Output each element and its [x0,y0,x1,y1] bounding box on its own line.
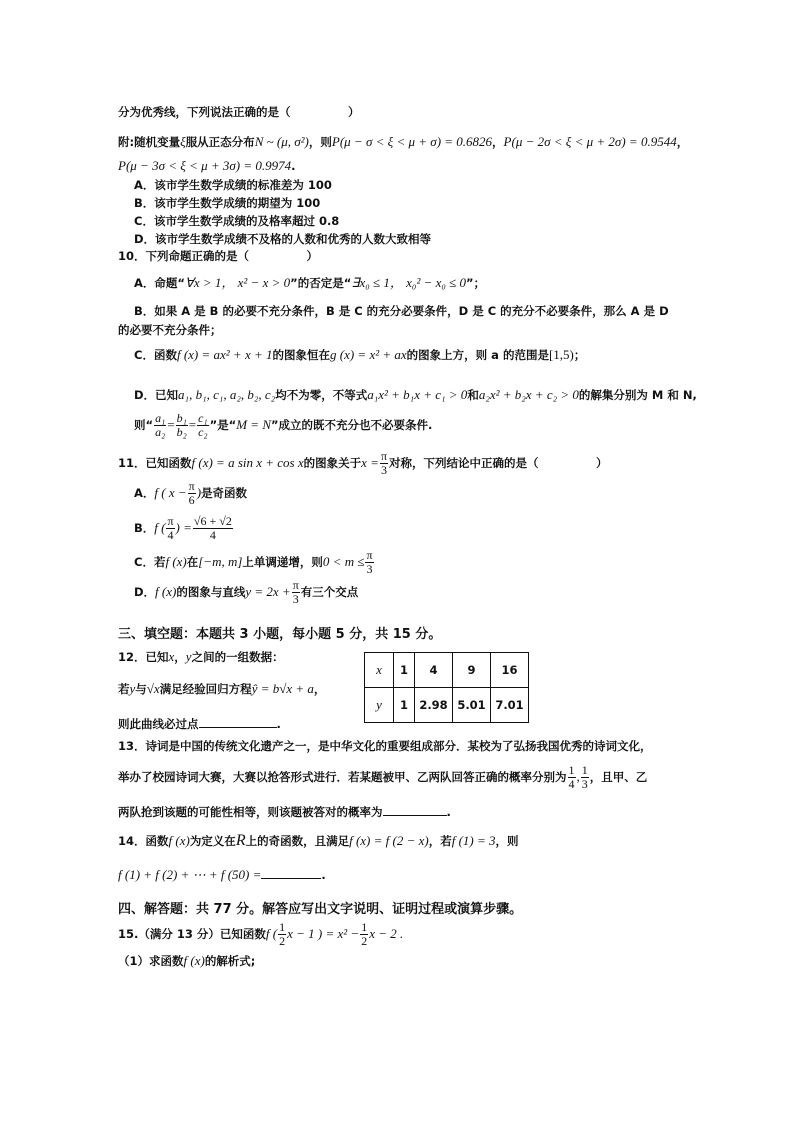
sqrt-x: √x [146,681,160,696]
q11-d-end: 有三个交点 [300,585,359,599]
table-cell: 9 [453,653,491,688]
q12-l2-mid: 与 [135,682,147,696]
q11-sym-axis: x = [361,455,379,470]
q11-pre: 11．已知函数 [118,456,192,470]
q14-mid: 为定义在 [189,834,236,848]
q13-l2-pre: 举办了校园诗词大赛，大赛以抢答形式进行．若某题被甲、乙两队回答正确的概率分别为 [118,770,567,784]
q10-d-math2: a₁x² + b₁x + c₁ > 0 [367,387,468,402]
frac-den: 3 [380,463,387,477]
q11-c-label: C．若 [134,555,166,569]
q10-c-math1: f (x) = ax² + x + 1 [176,347,273,362]
q14-sum: f (1) + f (2) + ⋯ + f (50) = [118,867,262,882]
q9-prob-2: P(μ − 2σ < ξ < μ + 2σ) = 0.9544 [503,134,677,149]
table-cell: 2.98 [415,688,453,723]
q9-option-c: C．该市学生数学成绩的及格率超过 0.8 [134,214,340,228]
q10-d-end: 的解集分别为 M 和 N, [578,388,697,402]
frac-den: 2 [279,934,286,948]
frac-sqrt6-sqrt2 [193,515,233,542]
regression-equation: ŷ = b√x + a [251,681,314,696]
frac-b1-b2 [176,412,188,439]
frac-den: 4 [167,528,174,542]
q14-mid3: ，若 [428,834,452,848]
frac-num: b₁ [176,411,187,425]
frac-num: c₁ [198,411,208,425]
q10-d-mid: 均不为零，不等式 [275,388,368,402]
xi-symbol: ξ [180,134,186,149]
q13-l2-end: ，且甲、乙 [589,770,648,784]
q10-c-label: C．函数 [134,348,177,362]
frac-num: 1 [568,763,575,777]
q14-line1 [118,833,519,849]
q9-option-b: B．该市学生数学成绩的期望为 100 [134,196,321,210]
q9-sep: ，则 [308,135,332,149]
q10-option-d [134,387,697,403]
q12-end: 之间的一组数据： [191,650,284,664]
frac-num: π [292,578,299,592]
q10-d-and: 和 [467,388,479,402]
q14-pre: 14．函数 [118,834,169,848]
q11-c-ineq: 0 < m ≤ [322,554,365,569]
frac-c1-c2 [197,412,209,439]
q15-pre: 15.（满分 13 分）已知函数 [118,927,266,941]
q11-d-mid: 的图象与直线 [176,585,246,599]
frac-1-3 [581,764,589,791]
frac-num: a₁ [155,411,166,425]
q10-c-end: ； [573,348,586,362]
q12-l2-pre: 若 [118,682,130,696]
frac-a1-a2 [154,412,166,439]
frac-den: 3 [366,562,373,576]
q10-d-math1: a₁, b₁, c₁, a₂, b₂, c₂ [178,387,276,402]
q14-symmetry: f (x) = f (2 − x) [349,833,429,848]
q11-stem [118,448,608,478]
q13-comma: , [576,769,580,784]
table-cell: 1 [394,653,415,688]
table-header-y: y [365,688,394,723]
q12-data-table [364,652,529,723]
q9-option-a: A．该市学生数学成绩的标准差为 100 [134,178,332,192]
q10-stem: 10．下列命题正确的是（ ） [118,249,319,263]
q10-c-mid2: 的图象上方，则 a 的范围是 [406,348,549,362]
q9-option-d: D．该市学生数学成绩不及格的人数和优秀的人数大致相等 [134,232,432,246]
q11-c-mid2: 上单调递增，则 [242,555,323,569]
q9-period: . [291,159,296,173]
q10-a-math1: ∀x > 1， x² − x > 0 [184,275,291,290]
q9-sep: ， [676,135,689,149]
table-cell: 4 [415,653,453,688]
q10-option-c [134,347,585,363]
q11-a-close: ) [196,485,202,500]
q12-comma: ， [174,650,186,664]
frac-1-4 [568,764,576,791]
q14-l2-dot: . [321,868,326,882]
var-x: x [168,649,175,664]
answer-blank [199,713,277,728]
q15-1-pre: （1）求函数 [118,954,184,968]
q13-line1: 13．诗词是中国的传统文化遗产之一，是中华文化的重要组成部分．某校为了弘扬我国优秀的诗词文化， [118,739,652,753]
q11-b-math: f ( [154,520,166,535]
frac-1-2 [278,921,286,948]
q11-a-math: f ( x − [154,485,187,500]
q14-mid2: 上的奇函数，且满足 [245,834,350,848]
q9-appendix-prefix: 附:随机变量 [118,135,181,149]
q14-fx: f (x) [168,833,190,848]
q12-l2-mid2: 满足经验回归方程 [159,682,252,696]
frac-num: 1 [279,920,286,934]
q12-line3 [118,713,281,732]
q14-end: ，则 [495,834,519,848]
frac-pi-6 [188,480,196,507]
q13-l3-dot: . [446,805,451,819]
q11-a-end: 是奇函数 [201,486,248,500]
frac-num: 1 [361,920,368,934]
frac-den: 4 [209,528,216,542]
q9-prob-1: P(μ − σ < ξ < μ + σ) = 0.6826 [331,134,493,149]
q13-line3 [118,801,451,820]
q9-normal-dist: N ~ (μ, σ²) [254,134,309,149]
q9-appendix-line1 [118,134,688,150]
q10-c-mid: 的图象恒在 [272,348,330,362]
q15-part1 [118,953,255,969]
q15-1-end: 的解析式; [204,954,256,968]
q9-prob-3: P(μ − 3σ < ξ < μ + 3σ) = 0.9974 [118,158,292,173]
table-cell: 5.01 [453,688,491,723]
table-cell: 1 [394,688,415,723]
table-row [365,688,529,723]
answer-blank [383,801,447,816]
q10-option-a [134,275,485,291]
q15-1-fx: f (x) [183,953,205,968]
q11-option-a [134,478,247,508]
q15-stem [118,919,403,949]
q11-b-eq: ) = [175,520,192,535]
q11-d-label: D． [134,585,156,599]
q9-appendix-line2 [118,158,296,174]
q10-option-b-line1: B．如果 A 是 B 的必要不充分条件，B 是 C 的充分必要条件，D 是 C 的充分不必要条件，那么 A 是 D [134,304,669,318]
q14-line2 [118,864,326,883]
q12-pre: 12．已知 [118,650,169,664]
eq-sign: = [167,417,175,432]
real-set-R: R [235,832,246,849]
var-y: y [129,681,136,696]
q12-l2-end: ， [313,682,326,696]
q11-c-mid: 在 [186,555,199,569]
q10-option-d-line2 [134,410,432,440]
q11-c-math: f (x) [165,554,187,569]
frac-num: π [380,449,387,463]
q11-mid: 的图象关于 [303,456,362,470]
q9-sep: ， [492,135,504,149]
frac-den: 2 [361,934,368,948]
q13-l3-text: 两队抢到该题的可能性相等，则该题被答对的概率为 [118,805,383,819]
q10-a-end: ”； [466,276,486,290]
q10-d-label: D．已知 [134,388,179,402]
frac-pi-3 [292,579,300,606]
section-4-title: 四、解答题：共 77 分。解答应写出文字说明、证明过程或演算步骤。 [118,902,523,917]
table-header-x: x [365,653,394,688]
q10-a-math2: ∃x₀ ≤ 1， x₀² − x₀ ≤ 0 [351,275,467,290]
q9-appendix-text: 服从正态分布 [185,135,255,149]
q15-mid: x − 1 ) = x² − [287,926,360,941]
frac-num: π [366,548,373,562]
eq-sign: = [188,417,197,432]
q11-b-label: B． [134,521,155,535]
q15-end: x − 2 . [369,926,404,941]
q10-d-math3: a₂x² + b₂x + c₂ > 0 [478,387,579,402]
frac-den: 3 [292,592,299,606]
q11-option-b [134,512,234,544]
frac-den: b₂ [176,425,187,439]
frac-num: 1 [581,763,588,777]
frac-pi-4 [166,515,174,542]
q10-c-range: [1,5) [548,347,574,362]
frac-pi-3 [365,549,373,576]
frac-num: √6 + √2 [193,514,232,528]
q9-stem-tail: 分为优秀线，下列说法正确的是（ ） [118,105,360,119]
q11-end: 对称，下列结论中正确的是（ ） [389,456,608,470]
frac-den: 3 [581,777,588,791]
q10-a-mid: ”的否定是“ [290,276,352,290]
frac-num: π [188,479,195,493]
q11-option-d [134,577,358,607]
var-y: y [185,649,192,664]
q11-function: f (x) = a sin x + cos x [191,455,304,470]
q11-c-interval: [−m, m] [198,554,243,569]
q10-d2-end: ”成立的既不充分也不必要条件. [271,418,433,432]
q10-d2-mid: ”是“ [209,418,237,432]
table-row [365,653,529,688]
q10-a-label: A．命题“ [134,276,185,290]
frac-den: 4 [568,777,575,791]
q12-l3-text: 则此曲线必过点 [118,717,199,731]
q12-line2 [118,681,325,697]
q15-f-open: f ( [265,926,278,941]
q14-f1: f (1) = 3 [451,833,496,848]
section-3-title: 三、填空题：本题共 3 小题，每小题 5 分，共 15 分。 [118,627,442,642]
q10-d2-math: M = N [236,417,271,432]
q11-d-math: f (x) [155,584,177,599]
q12-l3-dot: . [276,717,281,731]
frac-1-2 [360,921,368,948]
q11-d-line: y = 2x + [245,584,291,599]
frac-den: a₂ [155,425,166,439]
q12-line1 [118,649,284,665]
answer-blank [261,864,321,879]
q10-option-b-line2: 的必要不充分条件； [118,323,222,337]
frac-den: 6 [188,493,195,507]
table-cell: 7.01 [491,688,529,723]
frac-num: π [167,514,174,528]
q11-option-c [134,547,375,577]
q11-a-label: A． [134,486,155,500]
table-cell: 16 [491,653,529,688]
q10-c-math2: g (x) = x² + ax [330,347,407,362]
q10-d2-pre: 则“ [134,418,154,432]
q13-line2 [118,762,647,792]
frac-pi-3 [380,450,388,477]
frac-den: c₂ [198,425,208,439]
